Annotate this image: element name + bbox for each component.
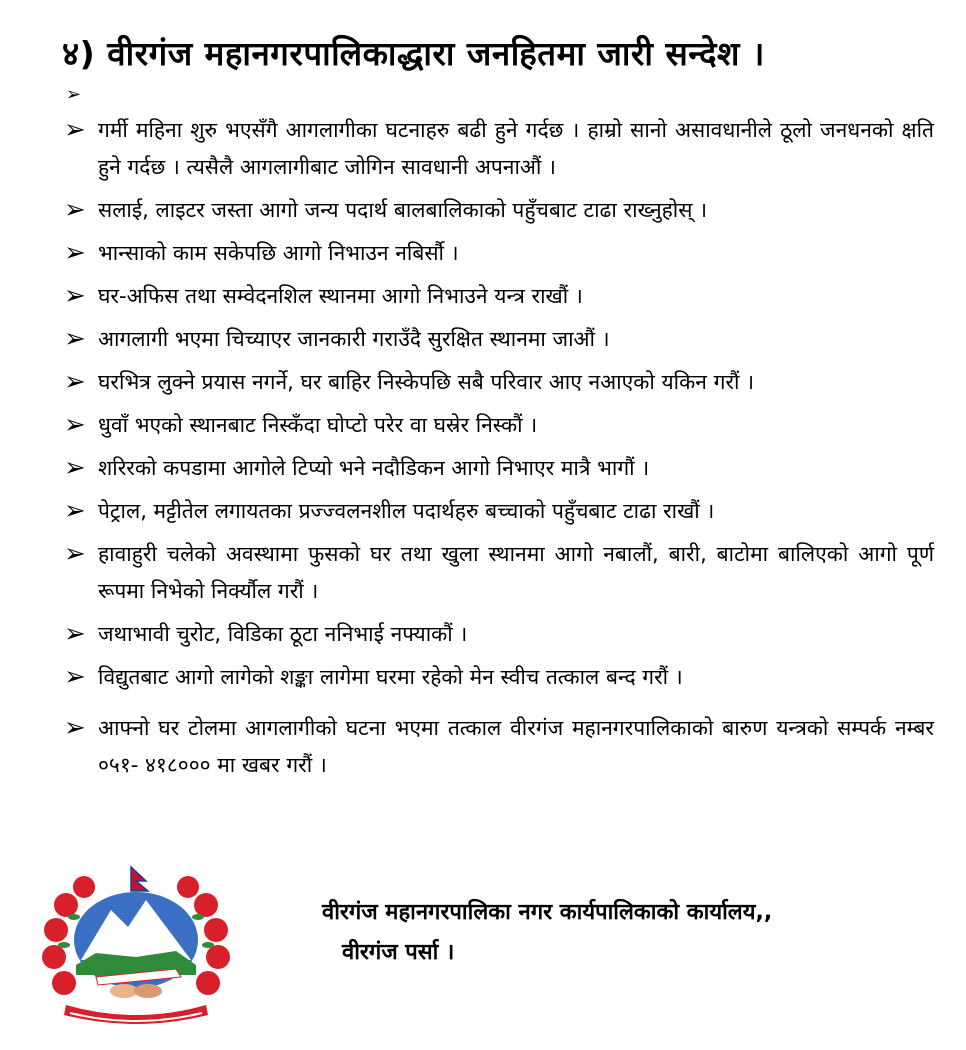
arrow-bullet-icon: ➢ xyxy=(64,539,86,569)
empty-bullet-arrow-icon: ➢ xyxy=(66,84,82,105)
list-item xyxy=(64,407,934,444)
list-item-text: घरभित्र लुक्ने प्रयास नगर्ने, घर बाहिर निस्केपछि सबै परिवार आए नआएको यकिन गरौं । xyxy=(98,370,755,394)
list-item-text: गर्मी महिना शुरु भएसँगै आगलागीका घटनाहरु बढी हुने गर्दछ । हाम्रो सानो असावधानीले ठूलो जनधनको क्षति हुने गर्दछ । त्यसैलै आगलागीबाट जोगिन सावधानी अपनाऔं । xyxy=(98,118,934,179)
office-location: वीरगंज पर्सा । xyxy=(342,940,455,965)
list-item xyxy=(64,112,934,186)
arrow-bullet-icon: ➢ xyxy=(64,713,86,743)
list-item-text: जथाभावी चुरोट, विडिका ठूटा ननिभाई नफ्याकौं । xyxy=(98,622,468,646)
list-item xyxy=(64,321,934,358)
list-item xyxy=(64,710,934,784)
list-item-text: सलाई, लाइटर जस्ता आगो जन्य पदार्थ बालबालिकाको पहुँचबाट टाढा राख्नुहोस् । xyxy=(98,198,708,222)
arrow-bullet-icon: ➢ xyxy=(64,115,86,145)
list-item xyxy=(64,235,934,272)
arrow-bullet-icon: ➢ xyxy=(64,410,86,440)
list-item-text: धुवाँ भएको स्थानबाट निस्कँदा घोप्टो परेर वा घस्रेर निस्कौं । xyxy=(98,413,538,437)
arrow-bullet-icon: ➢ xyxy=(64,195,86,225)
list-item xyxy=(64,659,934,696)
list-item-text: विद्युतबाट आगो लागेको शङ्का लागेमा घरमा रहेको मेन स्वीच तत्काल बन्द गरौं । xyxy=(98,665,683,689)
list-item-text: घर-अफिस तथा सम्वेदनशिल स्थानमा आगो निभाउने यन्त्र राखौं । xyxy=(98,284,583,308)
list-item-text: आफ्नो घर टोलमा आगलागीको घटना भएमा तत्काल वीरगंज महानगरपालिकाको बारुण यन्त्रको सम्पर्क नम्बर ०५१- ४१८००० मा खबर गरौं । xyxy=(98,716,934,777)
list-item xyxy=(64,536,934,610)
arrow-bullet-icon: ➢ xyxy=(64,281,86,311)
list-item xyxy=(64,493,934,530)
page-title: ४) वीरगंज महानगरपालिकाद्धारा जनहितमा जारी सन्देश । xyxy=(62,34,765,73)
notice-list xyxy=(64,112,934,790)
arrow-bullet-icon: ➢ xyxy=(64,324,86,354)
office-name: वीरगंज महानगरपालिका नगर कार्यपालिकाको कार्यालय,, xyxy=(322,900,773,925)
arrow-bullet-icon: ➢ xyxy=(64,496,86,526)
list-item-text: हावाहुरी चलेको अवस्थामा फुसको घर तथा खुला स्थानमा आगो नबालौं, बारी, बाटोमा बालिएको आगो पूर्ण रूपमा निभेको निर्क्यौल गरौं । xyxy=(98,542,934,603)
arrow-bullet-icon: ➢ xyxy=(64,453,86,483)
list-item-text: पेट्राल, मट्टीतेल लगायतका प्रज्ज्वलनशील पदार्थहरु बच्चाको पहुँचबाट टाढा राखौं । xyxy=(98,499,715,523)
list-item xyxy=(64,450,934,487)
list-item xyxy=(64,192,934,229)
list-item xyxy=(64,364,934,401)
flag-shape xyxy=(131,867,148,891)
list-item xyxy=(64,616,934,653)
arrow-bullet-icon: ➢ xyxy=(64,367,86,397)
arrow-bullet-icon: ➢ xyxy=(64,238,86,268)
arrow-bullet-icon: ➢ xyxy=(64,662,86,692)
office-address xyxy=(322,893,772,973)
list-item-text: शरिरको कपडामा आगोले टिप्यो भने नदौडिकन आगो निभाएर मात्रै भागौं । xyxy=(98,456,650,480)
list-item-text: भान्साको काम सकेपछि आगो निभाउन नबिर्सौ । xyxy=(98,241,459,265)
list-item-text: आगलागी भएमा चिच्याएर जानकारी गराउँदै सुरक्षित स्थानमा जाऔं । xyxy=(98,327,610,351)
nepal-coat-of-arms-icon xyxy=(36,865,236,1035)
arrow-bullet-icon: ➢ xyxy=(64,619,86,649)
list-item xyxy=(64,278,934,315)
